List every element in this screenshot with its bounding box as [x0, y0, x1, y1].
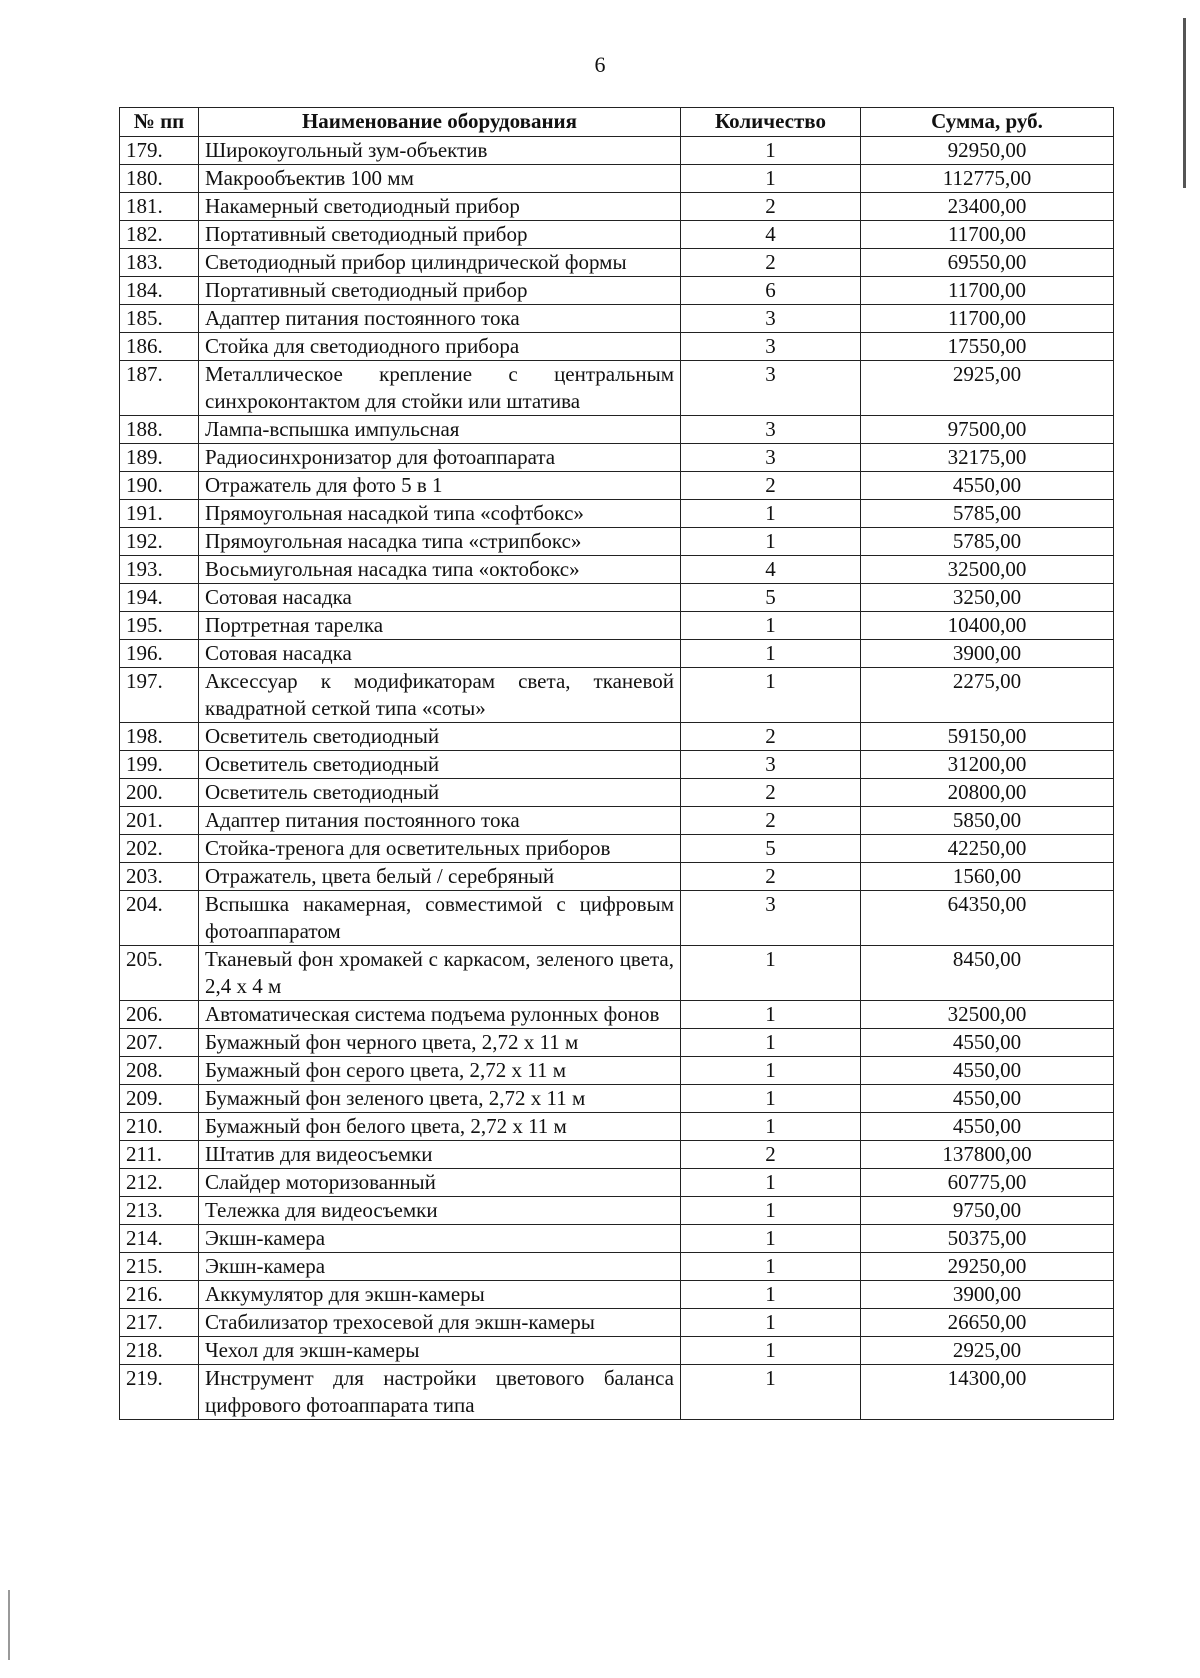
quantity: 1	[681, 1001, 861, 1029]
table-row	[120, 668, 1114, 723]
amount: 23400,00	[861, 193, 1114, 221]
equipment-name: Портативный светодиодный прибор	[199, 221, 681, 249]
table-row	[120, 1169, 1114, 1197]
row-number: 213.	[120, 1197, 199, 1225]
amount: 14300,00	[861, 1365, 1114, 1420]
row-number: 187.	[120, 361, 199, 416]
equipment-name: Аккумулятор для экшн-камеры	[199, 1281, 681, 1309]
row-number: 216.	[120, 1281, 199, 1309]
quantity: 5	[681, 835, 861, 863]
quantity: 1	[681, 668, 861, 723]
equipment-name: Вспышка накамерная, совместимой с цифровым фотоаппаратом	[199, 891, 681, 946]
table-row	[120, 723, 1114, 751]
row-number: 183.	[120, 249, 199, 277]
row-number: 196.	[120, 640, 199, 668]
table-row	[120, 1281, 1114, 1309]
equipment-name: Металлическое крепление с центральным синхроконтактом для стойки или штатива	[199, 361, 681, 416]
equipment-name: Отражатель, цвета белый / серебряный	[199, 863, 681, 891]
amount: 26650,00	[861, 1309, 1114, 1337]
table-row	[120, 1057, 1114, 1085]
amount: 3250,00	[861, 584, 1114, 612]
quantity: 1	[681, 528, 861, 556]
amount: 2925,00	[861, 361, 1114, 416]
amount: 4550,00	[861, 1113, 1114, 1141]
table-row	[120, 1085, 1114, 1113]
equipment-name: Штатив для видеосъемки	[199, 1141, 681, 1169]
row-number: 217.	[120, 1309, 199, 1337]
equipment-name: Адаптер питания постоянного тока	[199, 807, 681, 835]
quantity: 1	[681, 1085, 861, 1113]
table-header-row	[120, 108, 1114, 137]
row-number: 195.	[120, 612, 199, 640]
equipment-name: Бумажный фон зеленого цвета, 2,72 х 11 м	[199, 1085, 681, 1113]
amount: 97500,00	[861, 416, 1114, 444]
table-row	[120, 612, 1114, 640]
row-number: 189.	[120, 444, 199, 472]
row-number: 186.	[120, 333, 199, 361]
amount: 59150,00	[861, 723, 1114, 751]
quantity: 1	[681, 640, 861, 668]
row-number: 212.	[120, 1169, 199, 1197]
table-row	[120, 807, 1114, 835]
page-number: 6	[594, 52, 606, 77]
table-row	[120, 1141, 1114, 1169]
table-row	[120, 249, 1114, 277]
quantity: 1	[681, 612, 861, 640]
amount: 69550,00	[861, 249, 1114, 277]
equipment-name: Осветитель светодиодный	[199, 779, 681, 807]
quantity: 1	[681, 1113, 861, 1141]
row-number: 188.	[120, 416, 199, 444]
table-row	[120, 277, 1114, 305]
quantity: 4	[681, 221, 861, 249]
equipment-name: Тканевый фон хромакей с каркасом, зеленого цвета, 2,4 х 4 м	[199, 946, 681, 1001]
table-row	[120, 891, 1114, 946]
table-row	[120, 416, 1114, 444]
table-row	[120, 779, 1114, 807]
equipment-name: Радиосинхронизатор для фотоаппарата	[199, 444, 681, 472]
equipment-name: Прямоугольная насадка типа «стрипбокс»	[199, 528, 681, 556]
row-number: 192.	[120, 528, 199, 556]
equipment-name: Аксессуар к модификаторам света, тканевой квадратной сеткой типа «соты»	[199, 668, 681, 723]
row-number: 219.	[120, 1365, 199, 1420]
amount: 112775,00	[861, 165, 1114, 193]
header-num: № пп	[120, 108, 199, 137]
amount: 4550,00	[861, 1085, 1114, 1113]
quantity: 1	[681, 1225, 861, 1253]
row-number: 198.	[120, 723, 199, 751]
quantity: 2	[681, 807, 861, 835]
row-number: 190.	[120, 472, 199, 500]
equipment-name: Стабилизатор трехосевой для экшн-камеры	[199, 1309, 681, 1337]
table-row	[120, 1365, 1114, 1420]
equipment-name: Лампа-вспышка импульсная	[199, 416, 681, 444]
header-qty: Количество	[681, 108, 861, 137]
table-row	[120, 584, 1114, 612]
equipment-name: Светодиодный прибор цилиндрической формы	[199, 249, 681, 277]
table-row	[120, 751, 1114, 779]
amount: 2275,00	[861, 668, 1114, 723]
quantity: 6	[681, 277, 861, 305]
quantity: 2	[681, 472, 861, 500]
quantity: 1	[681, 500, 861, 528]
equipment-name: Инструмент для настройки цветового баланса цифрового фотоаппарата типа	[199, 1365, 681, 1420]
equipment-name: Осветитель светодиодный	[199, 723, 681, 751]
amount: 4550,00	[861, 1057, 1114, 1085]
scan-edge-line	[1183, 18, 1186, 188]
amount: 4550,00	[861, 472, 1114, 500]
amount: 32500,00	[861, 556, 1114, 584]
header-sum: Сумма, руб.	[861, 108, 1114, 137]
row-number: 199.	[120, 751, 199, 779]
quantity: 2	[681, 863, 861, 891]
amount: 10400,00	[861, 612, 1114, 640]
table-row	[120, 500, 1114, 528]
equipment-name: Макрообъектив 100 мм	[199, 165, 681, 193]
table-row	[120, 1113, 1114, 1141]
quantity: 2	[681, 193, 861, 221]
equipment-name: Прямоугольная насадкой типа «софтбокс»	[199, 500, 681, 528]
table-row	[120, 472, 1114, 500]
amount: 32500,00	[861, 1001, 1114, 1029]
table-body	[120, 137, 1114, 1420]
equipment-name: Автоматическая система подъема рулонных фонов	[199, 1001, 681, 1029]
table-row	[120, 444, 1114, 472]
amount: 32175,00	[861, 444, 1114, 472]
row-number: 181.	[120, 193, 199, 221]
amount: 60775,00	[861, 1169, 1114, 1197]
amount: 11700,00	[861, 277, 1114, 305]
quantity: 4	[681, 556, 861, 584]
equipment-name: Портативный светодиодный прибор	[199, 277, 681, 305]
row-number: 197.	[120, 668, 199, 723]
row-number: 201.	[120, 807, 199, 835]
table-row	[120, 528, 1114, 556]
amount: 1560,00	[861, 863, 1114, 891]
quantity: 3	[681, 333, 861, 361]
amount: 29250,00	[861, 1253, 1114, 1281]
amount: 3900,00	[861, 1281, 1114, 1309]
equipment-name: Адаптер питания постоянного тока	[199, 305, 681, 333]
quantity: 2	[681, 723, 861, 751]
equipment-name: Слайдер моторизованный	[199, 1169, 681, 1197]
amount: 50375,00	[861, 1225, 1114, 1253]
amount: 31200,00	[861, 751, 1114, 779]
row-number: 209.	[120, 1085, 199, 1113]
amount: 137800,00	[861, 1141, 1114, 1169]
table-row	[120, 863, 1114, 891]
quantity: 1	[681, 137, 861, 165]
table-row	[120, 1337, 1114, 1365]
table-row	[120, 333, 1114, 361]
equipment-name: Отражатель для фото 5 в 1	[199, 472, 681, 500]
table-row	[120, 835, 1114, 863]
row-number: 218.	[120, 1337, 199, 1365]
row-number: 200.	[120, 779, 199, 807]
row-number: 204.	[120, 891, 199, 946]
row-number: 202.	[120, 835, 199, 863]
equipment-name: Осветитель светодиодный	[199, 751, 681, 779]
equipment-name: Стойка для светодиодного прибора	[199, 333, 681, 361]
amount: 5850,00	[861, 807, 1114, 835]
row-number: 207.	[120, 1029, 199, 1057]
row-number: 206.	[120, 1001, 199, 1029]
equipment-name: Бумажный фон черного цвета, 2,72 х 11 м	[199, 1029, 681, 1057]
quantity: 3	[681, 891, 861, 946]
header-name: Наименование оборудования	[199, 108, 681, 137]
amount: 11700,00	[861, 221, 1114, 249]
amount: 17550,00	[861, 333, 1114, 361]
row-number: 205.	[120, 946, 199, 1001]
amount: 3900,00	[861, 640, 1114, 668]
table-row	[120, 137, 1114, 165]
table-row	[120, 1225, 1114, 1253]
quantity: 2	[681, 249, 861, 277]
table-row	[120, 1197, 1114, 1225]
amount: 20800,00	[861, 779, 1114, 807]
row-number: 211.	[120, 1141, 199, 1169]
amount: 42250,00	[861, 835, 1114, 863]
equipment-name: Портретная тарелка	[199, 612, 681, 640]
table-row	[120, 1001, 1114, 1029]
table-row	[120, 1029, 1114, 1057]
quantity: 3	[681, 305, 861, 333]
row-number: 179.	[120, 137, 199, 165]
quantity: 1	[681, 1169, 861, 1197]
table-row	[120, 640, 1114, 668]
table-row	[120, 1253, 1114, 1281]
amount: 5785,00	[861, 500, 1114, 528]
row-number: 191.	[120, 500, 199, 528]
row-number: 203.	[120, 863, 199, 891]
quantity: 1	[681, 1365, 861, 1420]
amount: 64350,00	[861, 891, 1114, 946]
table-row	[120, 221, 1114, 249]
quantity: 1	[681, 1281, 861, 1309]
quantity: 3	[681, 416, 861, 444]
row-number: 208.	[120, 1057, 199, 1085]
amount: 92950,00	[861, 137, 1114, 165]
row-number: 215.	[120, 1253, 199, 1281]
equipment-name: Тележка для видеосъемки	[199, 1197, 681, 1225]
quantity: 2	[681, 1141, 861, 1169]
equipment-name: Бумажный фон серого цвета, 2,72 х 11 м	[199, 1057, 681, 1085]
equipment-table	[119, 107, 1114, 1420]
row-number: 184.	[120, 277, 199, 305]
row-number: 180.	[120, 165, 199, 193]
quantity: 5	[681, 584, 861, 612]
amount: 5785,00	[861, 528, 1114, 556]
quantity: 2	[681, 779, 861, 807]
equipment-name: Стойка-тренога для осветительных приборов	[199, 835, 681, 863]
row-number: 182.	[120, 221, 199, 249]
quantity: 1	[681, 1057, 861, 1085]
row-number: 185.	[120, 305, 199, 333]
equipment-name: Бумажный фон белого цвета, 2,72 х 11 м	[199, 1113, 681, 1141]
equipment-name: Экшн-камера	[199, 1253, 681, 1281]
row-number: 193.	[120, 556, 199, 584]
table-row	[120, 305, 1114, 333]
table-row	[120, 556, 1114, 584]
equipment-name: Восьмиугольная насадка типа «октобокс»	[199, 556, 681, 584]
table-row	[120, 361, 1114, 416]
quantity: 1	[681, 1309, 861, 1337]
amount: 9750,00	[861, 1197, 1114, 1225]
quantity: 3	[681, 444, 861, 472]
equipment-name: Накамерный светодиодный прибор	[199, 193, 681, 221]
table-row	[120, 1309, 1114, 1337]
amount: 8450,00	[861, 946, 1114, 1001]
table-row	[120, 193, 1114, 221]
quantity: 3	[681, 361, 861, 416]
equipment-name: Экшн-камера	[199, 1225, 681, 1253]
table-row	[120, 165, 1114, 193]
equipment-name: Чехол для экшн-камеры	[199, 1337, 681, 1365]
quantity: 1	[681, 1253, 861, 1281]
quantity: 3	[681, 751, 861, 779]
quantity: 1	[681, 946, 861, 1001]
quantity: 1	[681, 165, 861, 193]
equipment-name: Широкоугольный зум-объектив	[199, 137, 681, 165]
row-number: 210.	[120, 1113, 199, 1141]
equipment-name: Сотовая насадка	[199, 584, 681, 612]
quantity: 1	[681, 1197, 861, 1225]
table-row	[120, 946, 1114, 1001]
row-number: 194.	[120, 584, 199, 612]
amount: 11700,00	[861, 305, 1114, 333]
row-number: 214.	[120, 1225, 199, 1253]
amount: 4550,00	[861, 1029, 1114, 1057]
scan-edge-line	[8, 1590, 10, 1660]
quantity: 1	[681, 1029, 861, 1057]
equipment-name: Сотовая насадка	[199, 640, 681, 668]
quantity: 1	[681, 1337, 861, 1365]
amount: 2925,00	[861, 1337, 1114, 1365]
